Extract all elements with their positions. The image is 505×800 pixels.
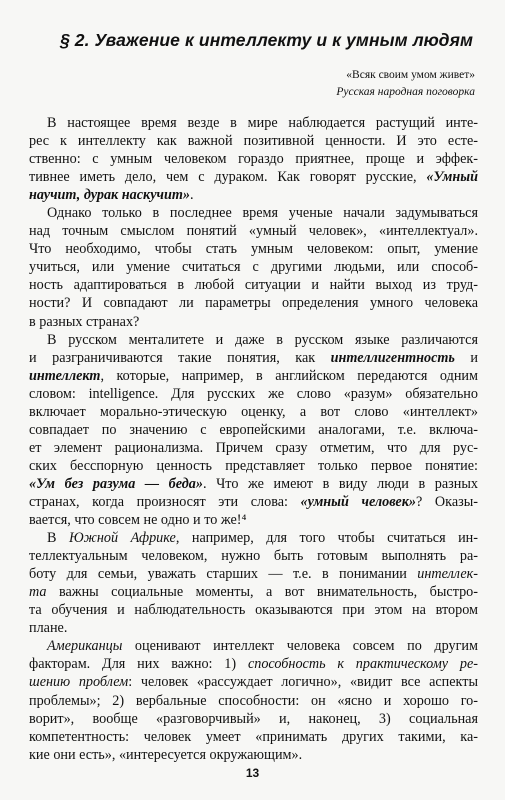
text-run: словом: intelligence. Для русских же слово «разум» обязательно (29, 385, 478, 402)
text-run: включает морально-этическую оценку, а вот слово «интеллект» (29, 403, 478, 420)
text-run: шению проблем (29, 674, 129, 691)
text-line (29, 403, 478, 421)
text-line (29, 655, 478, 673)
text-line (29, 114, 478, 132)
text-run: ет элемент рационализма. Причем сразу отметим, что для рус- (29, 439, 478, 456)
text-line (29, 349, 478, 367)
text-line (29, 132, 478, 150)
text-line (29, 313, 478, 331)
text-run: интеллек- (417, 566, 478, 583)
text-run: вается, что совсем не одно и то же!⁴ (29, 512, 247, 529)
text-run: тивнее иметь дело, чем с дураком. Как говорят русские, (29, 169, 427, 186)
text-run: теллектуальным человеком, нужно быть готовым выполнять ра- (29, 548, 478, 565)
epigraph (336, 67, 475, 101)
text-line (29, 204, 478, 222)
text-run: ность адаптироваться в любой ситуации и найти выход из труд- (29, 277, 478, 294)
text-line (29, 276, 478, 294)
body-text (29, 114, 478, 764)
text-line (29, 728, 478, 746)
paragraph (29, 204, 478, 330)
text-line (29, 421, 478, 439)
epigraph-quote: «Всяк своим умом живет» (346, 69, 475, 81)
text-line (29, 637, 478, 655)
text-line (29, 222, 478, 240)
text-run: ? Оказы- (416, 493, 478, 510)
paragraph (29, 331, 478, 530)
text-run: «умный человек» (300, 493, 417, 510)
text-run: , например, для того чтобы считаться ин- (175, 530, 478, 547)
page-number: 13 (245, 766, 260, 780)
text-line (29, 583, 478, 601)
text-line (29, 529, 478, 547)
text-run: ственно: с умным человеком гораздо приятнее, проще и эффек- (29, 151, 478, 168)
text-line (29, 294, 478, 312)
text-line (29, 367, 478, 385)
text-line (29, 186, 478, 204)
text-run: кие они есть», «интересуется окружающим». (29, 746, 303, 763)
text-run: ворит», вообще «разговорчивый» и, наконец, 3) социальная (29, 710, 478, 727)
paragraph (29, 637, 478, 763)
text-line (29, 746, 478, 764)
text-run: Однако только в последнее время ученые начали задумываться (47, 205, 478, 222)
text-line (29, 547, 478, 565)
text-line (29, 258, 478, 276)
text-line (29, 331, 478, 349)
text-line (29, 240, 478, 258)
text-run: В настоящее время везде в мире наблюдается растущий инте- (47, 115, 478, 131)
text-run: «Ум без разума — беда» (29, 475, 203, 492)
text-run: Американцы (47, 638, 123, 655)
paragraph (29, 114, 478, 204)
text-run: , которые, например, в английском передаются одним (100, 367, 478, 384)
text-run: . Что же имеют в виду люди в разных (202, 475, 478, 492)
text-run: плане. (29, 620, 68, 637)
text-line (29, 692, 478, 710)
text-run: рес к интеллекту как важной позитивной ценности. И это есте- (29, 133, 478, 150)
text-line (29, 439, 478, 457)
section-heading: § 2. Уважение к интеллекту и к умным людям (60, 30, 474, 50)
text-run: интеллигентность (330, 349, 455, 366)
text-run: та (29, 584, 47, 601)
text-line (29, 475, 478, 493)
text-run: и разграничиваются такие понятия, как (29, 349, 331, 366)
text-run: компетентность: человек умеет «принимать других такими, ка- (29, 728, 478, 745)
text-run: Южной Африке (68, 530, 176, 547)
text-run: : человек «рассуждает логично», «видит все аспекты (128, 674, 478, 691)
text-run: боту для семьи, уважать старших — т.е. в понимании (29, 566, 418, 583)
text-line (29, 150, 478, 168)
text-run: проблемы»; 2) вербальные способности: он «ясно и хорошо го- (29, 692, 478, 709)
text-run: В (47, 530, 69, 547)
text-line (29, 673, 478, 691)
text-run: в разных странах? (29, 313, 140, 330)
text-run: странах, когда произносят эти слова: (29, 493, 301, 510)
text-run: Что необходимо, чтобы стать умным человеком: опыт, умение (29, 241, 478, 258)
text-line (29, 493, 478, 511)
text-run: та обучения и наблюдательность оказываются при этом на втором (29, 602, 478, 619)
text-run: и (454, 349, 479, 366)
text-run: научит, дурак наскучит» (29, 187, 191, 204)
text-run: учиться, или умение считаться с другими людьми, или способ- (29, 259, 478, 276)
text-run: оценивают интеллект человека совсем по другим (122, 638, 478, 655)
text-line (29, 168, 478, 186)
paragraph (29, 529, 478, 637)
text-line (29, 457, 478, 475)
text-run: В русском менталитете и даже в русском языке различаются (47, 331, 478, 348)
text-line (29, 601, 478, 619)
text-run: факторам. Для них важно: 1) (29, 656, 248, 673)
text-line (29, 619, 478, 637)
text-run: способность к практическому ре- (247, 656, 478, 673)
text-line (29, 565, 478, 583)
epigraph-source: Русская народная поговорка (336, 86, 475, 98)
text-run: . (190, 187, 194, 204)
text-run: ских бесспорную ценность представляет только первое понятие: (29, 457, 478, 474)
text-run: важны социальные моменты, а вот внимательность, быстро- (46, 584, 478, 601)
text-line (29, 511, 478, 529)
text-line (29, 385, 478, 403)
text-run: ности? И совпадают ли параметры определения умного человека (29, 295, 478, 312)
text-run: совпадает по значению с европейскими аналогами, т.е. включа- (29, 421, 478, 438)
text-run: интеллект (29, 367, 101, 384)
text-line (29, 710, 478, 728)
text-run: «Умный (426, 169, 478, 186)
text-run: над точным смыслом понятий «умный человек», «интеллектуал». (29, 223, 478, 240)
